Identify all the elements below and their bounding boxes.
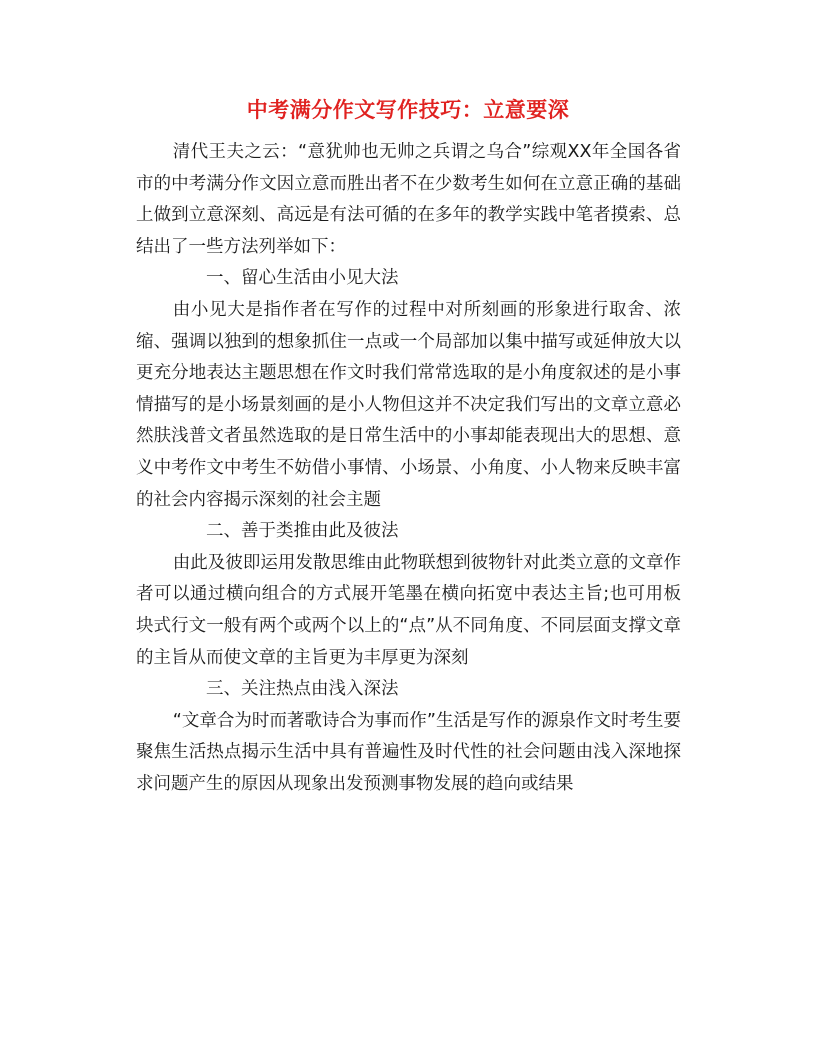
section-paragraph-3: “文章合为时而著歌诗合为事而作”生活是写作的源泉作文时考生要聚焦生活热点揭示生活中具有普遍性及时代性的社会问题由浅入深地探求问题产生的原因从现象出发预测事物发展的趋向或结果 bbox=[136, 710, 681, 794]
intro-paragraph: 清代王夫之云：“意犹帅也无帅之兵谓之乌合”综观XX年全国各省市的中考满分作文因立意而胜出者不在少数考生如何在立意正确的基础上做到立意深刻、高远是有法可循的在多年的教学实践中笔者摸索、总结出了一些方法列举如下： bbox=[136, 142, 681, 257]
section-paragraph-1: 由小见大是指作者在写作的过程中对所刻画的形象进行取舍、浓缩、强调以独到的想象抓住一点或一个局部加以集中描写或延伸放大以更充分地表达主题思想在作文时我们常常选取的是小角度叙述的是小事情描写的是小场景刻画的是小人物但这并不决定我们写出的文章立意必然肤浅普文者虽然选取的是日常生活中的小事却能表现出大的思想、意义中考作文中考生不妨借小事情、小场景、小角度、小人物来反映丰富的社会内容揭示深刻的社会主题 bbox=[136, 299, 681, 510]
document-title: 中考满分作文写作技巧：立意要深 bbox=[246, 97, 570, 122]
section-heading-2: 二、善于类推由此及彼法 bbox=[206, 521, 399, 542]
section-heading-3: 三、关注热点由浅入深法 bbox=[206, 679, 399, 700]
section-heading-1: 一、留心生活由小见大法 bbox=[206, 268, 399, 289]
section-paragraph-2: 由此及彼即运用发散思维由此物联想到彼物针对此类立意的文章作者可以通过横向组合的方式展开笔墨在横向拓宽中表达主旨;也可用板块式行文一般有两个或两个以上的“点”从不同角度、不同层面支撑文章的主旨从而使文章的主旨更为丰厚更为深刻 bbox=[136, 552, 681, 668]
document-body bbox=[136, 137, 681, 800]
